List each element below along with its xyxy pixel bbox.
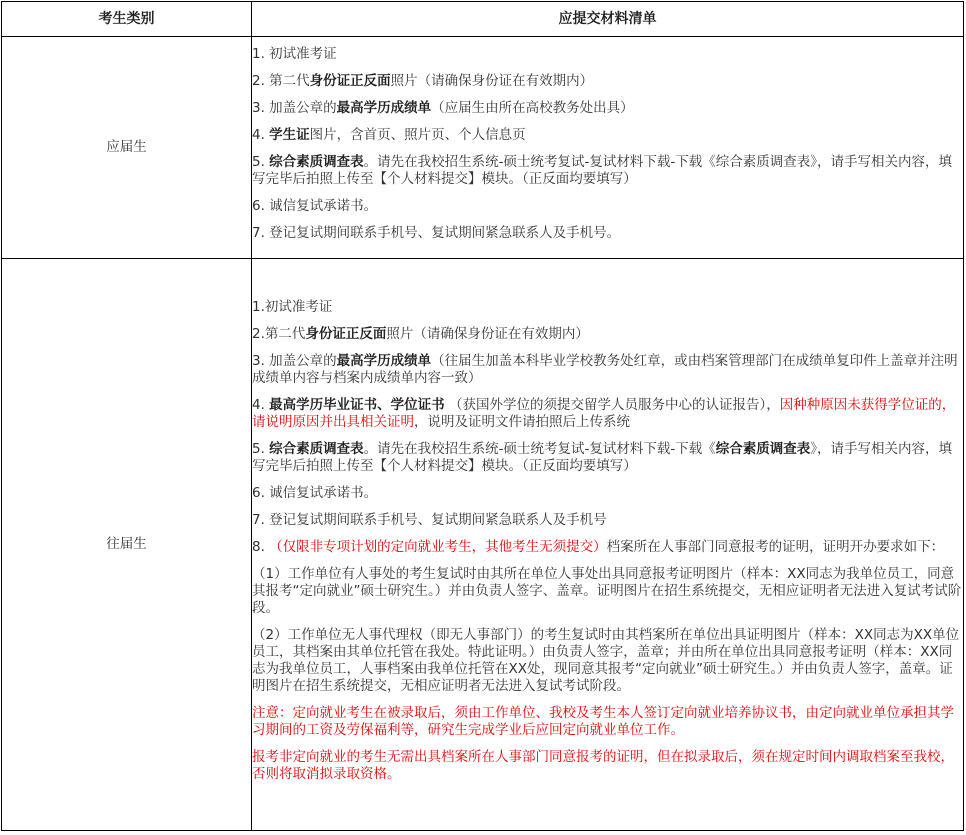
- item-text: （2）工作单位无人事代理权（即无人事部门）的考生复试时由其档案所在单位出具证明图片（样本：XX同志为XX单位员工，其档案由其单位托管在我处。特此证明。）由负责人签字，盖章；并由所在单位出具同意报考证明（样本：XX同志为我单位员工，人事档案由我单位托管在XX处，现同意其报考“定向就业”硕士研究生。）并由负责人签字，盖章。证明图片在招生系统提交，无相应证明者无法进入复试考试阶段。: [252, 627, 960, 694]
- item-text: 2.第二代: [252, 326, 306, 342]
- list-item: [252, 702, 963, 746]
- item-text: ，说明及证明文件请拍照后上传系统: [414, 414, 630, 430]
- bold-text: 综合素质调查表: [715, 441, 811, 457]
- item-text: 3. 加盖公章的: [252, 100, 337, 116]
- list-item: [252, 97, 963, 124]
- item-text: 6. 诚信复试承诺书。: [252, 485, 378, 501]
- materials-list: [252, 259, 964, 831]
- item-text: 7. 登记复试期间联系手机号、复试期间紧急联系人及手机号。: [252, 225, 621, 241]
- list-item: [252, 70, 963, 97]
- materials-list: [252, 37, 964, 259]
- item-text: 8.: [252, 539, 270, 555]
- list-item: [252, 323, 963, 350]
- category-cell: 往届生: [2, 259, 252, 831]
- bold-text: 学生证: [269, 127, 310, 143]
- item-text: 》，请手写相关内容，填写完毕后拍照上传至【个人材料提交】模块。（正反面均要填写）: [252, 441, 953, 474]
- list-item: [252, 438, 963, 482]
- bold-text: 综合素质调查表: [269, 441, 364, 457]
- item-text: 7. 登记复试期间联系手机号、复试期间紧急联系人及手机号: [252, 512, 607, 528]
- item-text: 4.: [252, 127, 270, 143]
- item-text: （应届生由所在高校教务处出具）: [431, 100, 634, 116]
- item-text: 6. 诚信复试承诺书。: [252, 198, 378, 214]
- emphasis-text: 注意：定向就业考生在被录取后，须由工作单位、我校及考生本人签订定向就业培养协议书，由定向就业单位承担其学习期间的工资及劳保福利等，研究生完成学业后应回定向就业单位工作。: [252, 705, 954, 738]
- category-cell: 应届生: [2, 37, 252, 259]
- list-item: [252, 509, 963, 536]
- list-item: [252, 350, 963, 394]
- list-item: [252, 222, 963, 249]
- list-item: [252, 394, 963, 438]
- bold-text: 最高学历毕业证书、学位证书: [269, 397, 445, 413]
- item-text: 照片（请确保身份证在有效期内）: [390, 73, 594, 89]
- item-text: 档案所在人事部门同意报考的证明，证明开办要求如下：: [606, 539, 945, 555]
- list-item: [252, 624, 963, 702]
- list-item: [252, 536, 963, 563]
- emphasis-text: 因种种原因未获得学位证的，请说明原因并出具相关证明: [252, 397, 956, 430]
- item-text: 照片（请确保身份证在有效期内）: [386, 326, 589, 342]
- item-text: 3. 加盖公章的: [252, 353, 337, 369]
- item-text: 图片，含首页、照片页、个人信息页: [309, 127, 526, 143]
- emphasis-text: （仅限非专项计划的定向就业考生，其他考生无须提交）: [269, 539, 607, 555]
- list-item: [252, 482, 963, 509]
- bold-text: 身份证正反面: [305, 326, 387, 342]
- item-text: 2. 第二代: [252, 73, 310, 89]
- item-text: 5.: [252, 441, 270, 457]
- header-category: 考生类别: [2, 2, 252, 37]
- table-row-fresh-graduate: [2, 37, 964, 259]
- list-item: [252, 746, 963, 790]
- header-row: [2, 2, 964, 37]
- item-text: （1）工作单位有人事处的考生复试时由其所在单位人事处出具同意报考证明图片（样本：XX同志为我单位员工，同意其报考“定向就业”硕士研究生。）并由负责人签字、盖章。证明图片在招生系统提交，无相应证明者无法进入复试考试阶段。: [252, 566, 962, 616]
- emphasis-text: 报考非定向就业的考生无需出具档案所在人事部门同意报考的证明，但在拟录取后，须在规定时间内调取档案至我校，否则将取消拟录取资格。: [252, 749, 954, 782]
- bold-text: 综合素质调查表: [269, 154, 364, 170]
- list-item: [252, 124, 963, 151]
- list-item: [252, 151, 963, 195]
- list-item: [252, 46, 963, 70]
- item-text: （获国外学位的须提交留学人员服务中心的认证报告），: [444, 397, 780, 413]
- list-item: [252, 195, 963, 222]
- item-text: 。请先在我校招生系统-硕士统考复试-复试材料下载-下载《: [363, 441, 716, 457]
- item-text: 1. 初试准考证: [252, 46, 337, 62]
- item-text: 5.: [252, 154, 270, 170]
- item-text: 。请先在我校招生系统-硕士统考复试-复试材料下载-下载《综合素质调查表》，请手写相关内容，填写完毕后拍照上传至【个人材料提交】模块。（正反面均要填写）: [252, 154, 953, 187]
- header-materials: 应提交材料清单: [252, 2, 964, 37]
- bold-text: 最高学历成绩单: [336, 353, 432, 369]
- item-text: 1.初试准考证: [252, 299, 333, 315]
- list-item: [252, 299, 963, 323]
- materials-table: [1, 1, 964, 831]
- bold-text: 最高学历成绩单: [336, 100, 432, 116]
- list-item: [252, 563, 963, 624]
- bold-text: 身份证正反面: [309, 73, 391, 89]
- item-text: 4.: [252, 397, 270, 413]
- table-row-past-graduate: [2, 259, 964, 831]
- item-text: （往届生加盖本科毕业学校教务处红章，或由档案管理部门在成绩单复印件上盖章并注明成绩单内容与档案内成绩单内容一致）: [252, 353, 958, 386]
